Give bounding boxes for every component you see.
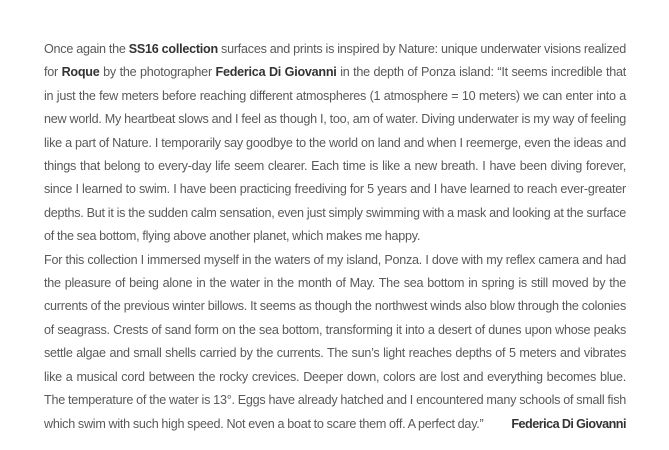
signature: Federica Di Giovanni xyxy=(511,416,626,431)
paragraph-intro xyxy=(44,38,626,249)
intro-text: surfaces and prints is inspired by Nature: unique underwater visions realized for xyxy=(44,42,626,80)
quote-text: in the depth of Ponza island: “It seems incredible that in just the few meters before reaching different atmospheres (1 atmosphere = 10 meters) we can enter into a new world. My heartbeat slows and I feel as though I, too, am of water. Diving underwater is my way of feeling like a part of Nature. I temporarily say goodbye to the world on land and when I reemerge, even the ideas and things that belong to every-day life seem clearer. Each time is like a new breath. I have been diving forever, since I learned to swim. I have been practicing freediving for 5 years and I have learned to reach ever-greater depths. But it is the sudden calm sensation, even just simply swimming with a mask and looking at the surface of the sea bottom, flying above another planet, which makes me happy. xyxy=(44,65,626,244)
paragraph-collection xyxy=(44,249,626,436)
document-body xyxy=(44,38,626,436)
intro-text: Once again the xyxy=(44,42,129,56)
photographer-name: Federica Di Giovanni xyxy=(215,65,337,80)
brand-name: Roque xyxy=(61,65,100,80)
collection-name: SS16 collection xyxy=(128,42,218,56)
collection-text: For this collection I immersed myself in the waters of my island, Ponza. I dove with my reflex camera and had the pleasure of being alone in the water in the month of May. The sea bottom in spring is still moved by the currents of the previous winter billows. It seems as though the northwest winds also blow through the colonies of seagrass. Crests of sand form on the sea bottom, transforming it into a desert of dunes upon whose peaks settle algae and small shells carried by the currents. The sun’s light reaches depths of 5 meters and vibrates like a musical cord between the rocky crevices. Deeper down, colors are lost and everything becomes blue. The temperature of the water is 13°. Eggs have already hatched and I encountered many schools of small fish which swim with such high speed. Not even a boat to scare them off. A perfect day.” xyxy=(44,252,626,431)
intro-text: by the photographer xyxy=(99,65,216,80)
